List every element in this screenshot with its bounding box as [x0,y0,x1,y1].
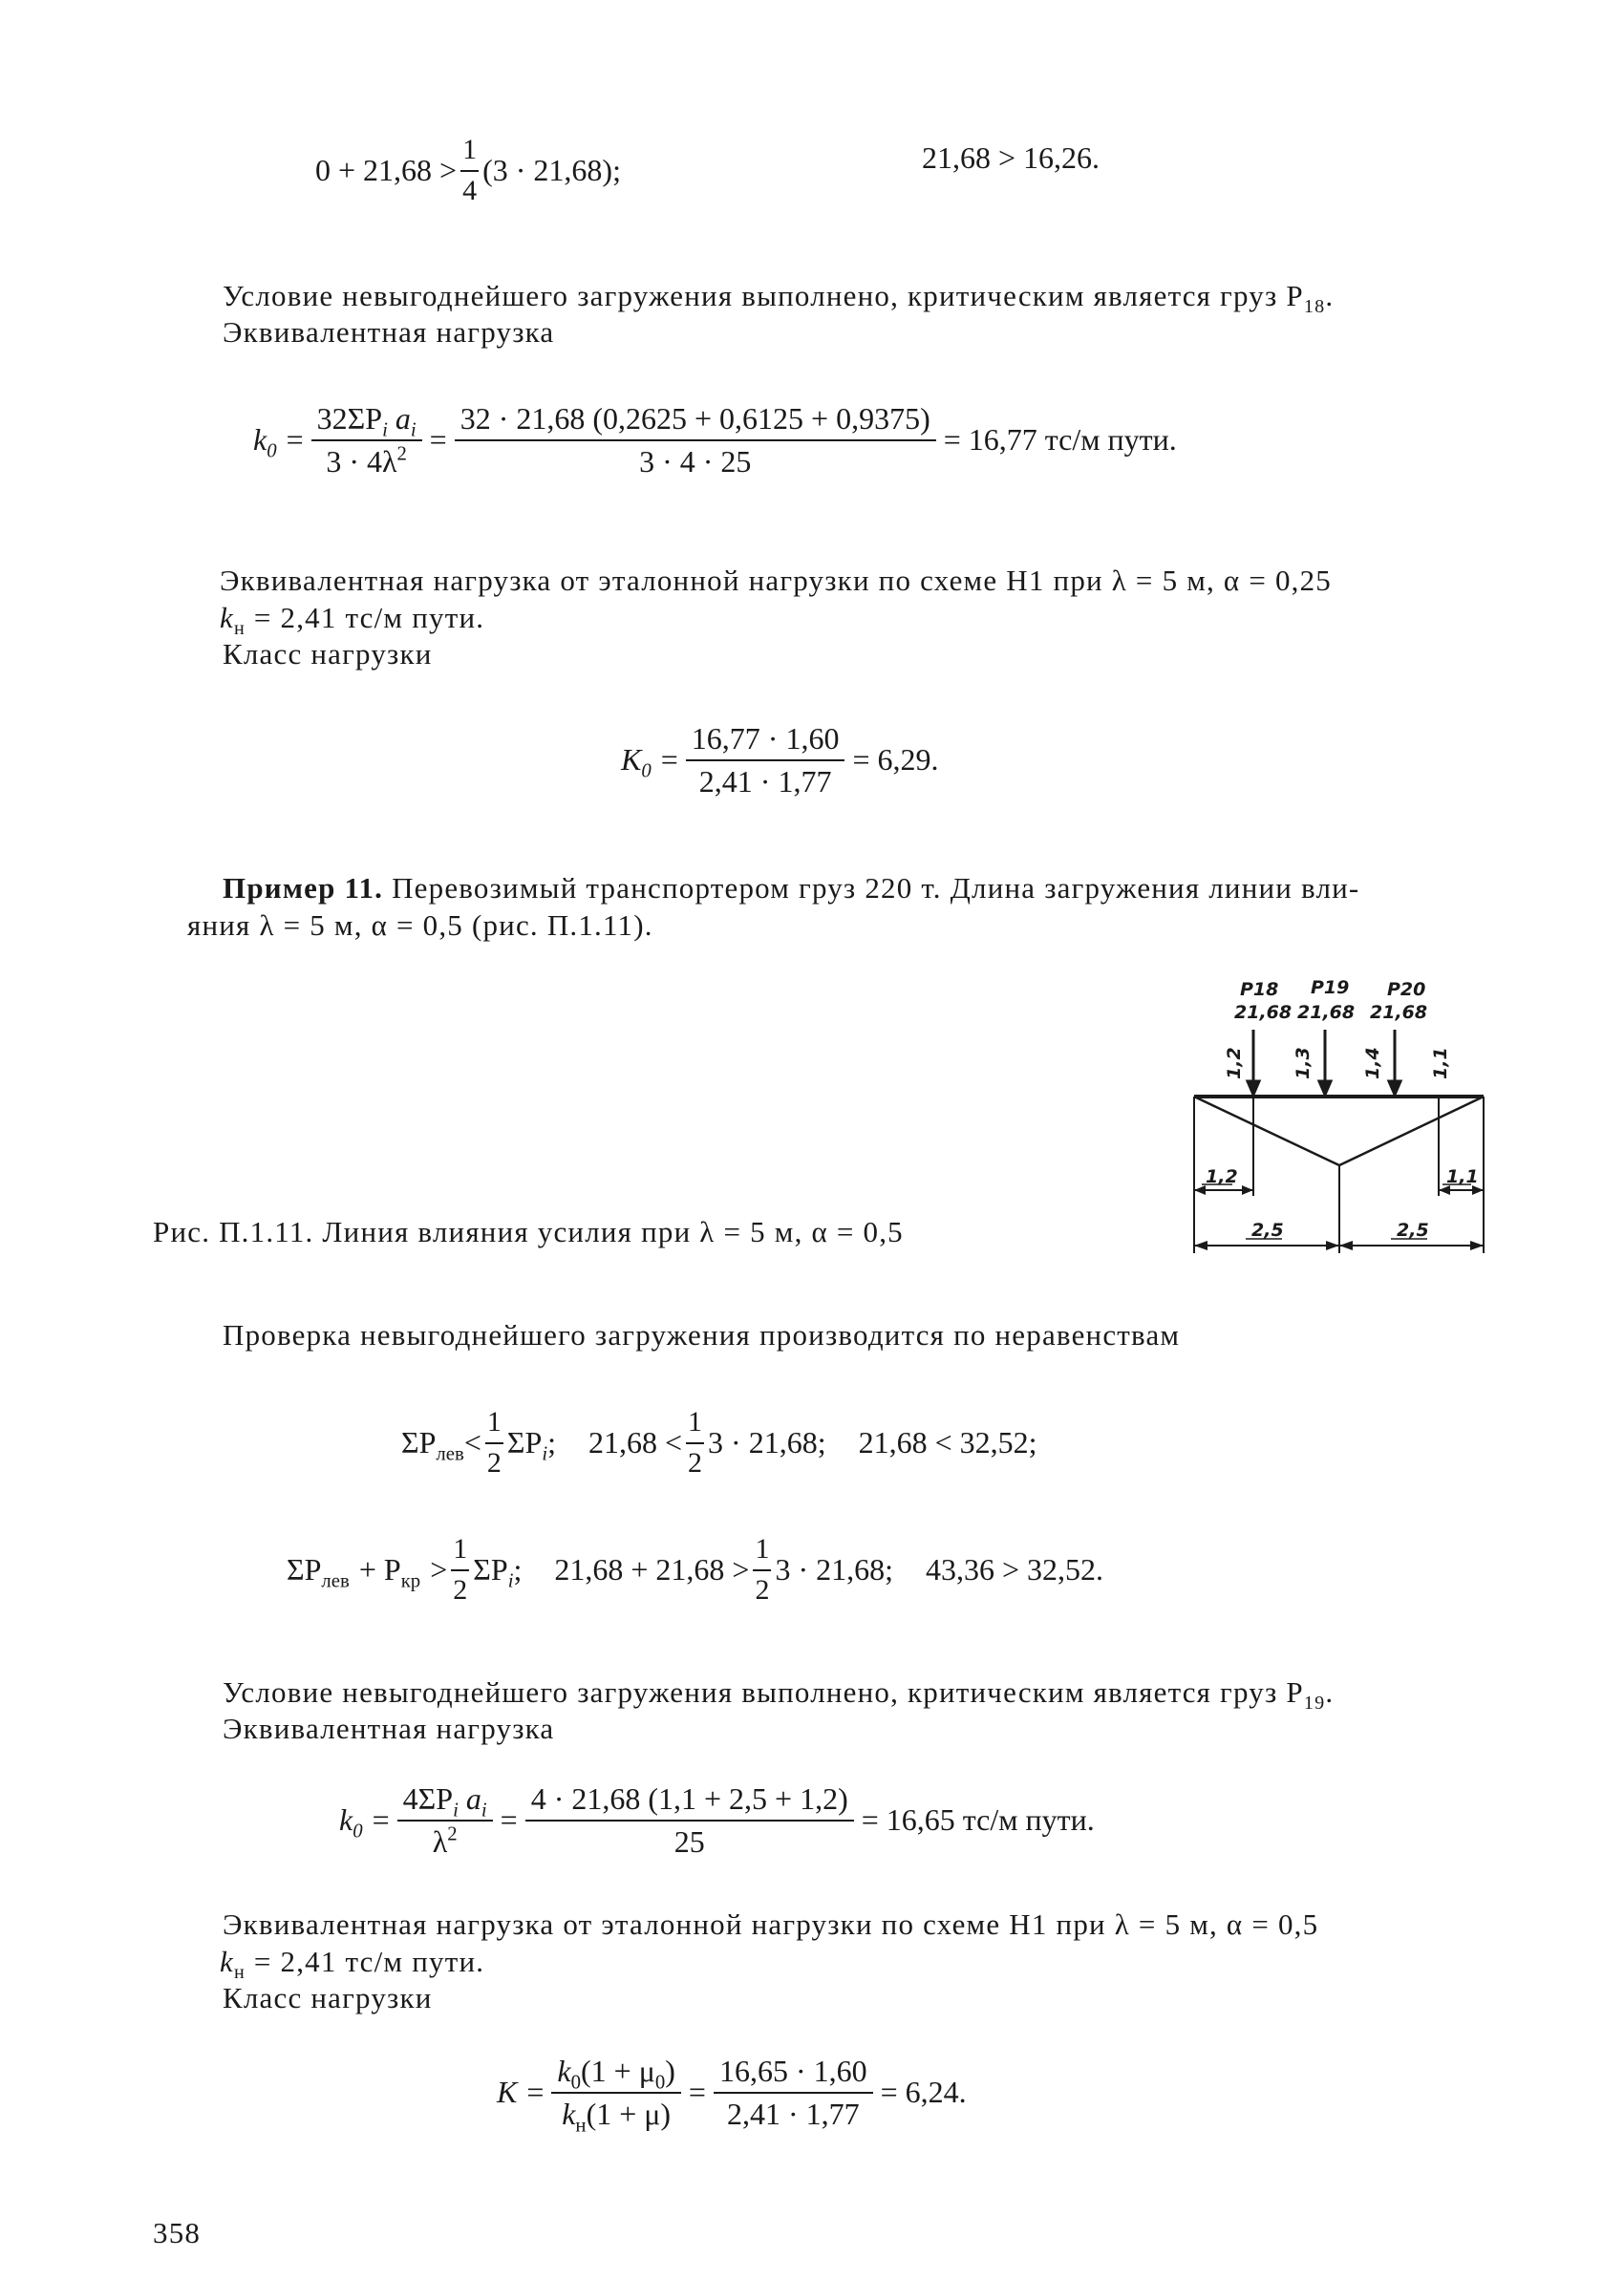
top-eq-rhs: (3 · 21,68); [482,152,621,187]
paragraph-2-line-2: $k_н = 2,41$ тс/м пути. [220,601,485,640]
paragraph-3: Проверка невыгоднейшего загружения производится по неравенствам [223,1318,1181,1352]
page-number: 358 [153,2216,202,2249]
paragraph-5-line-1: Эквивалентная нагрузка от эталонной нагрузки по схеме Н1 при λ = 5 м, α = 0,5 [223,1907,1319,1941]
load-value-p19: 21,68 [1297,1002,1356,1023]
paragraph-1-line-1: Условие невыгоднейшего загружения выполнено, критическим является груз $P_{18}$. [223,279,1335,318]
k0-a-result: = 16,77 тс/м пути. [943,422,1177,457]
top-eq-lhs: 0 + 21,68 > [315,152,458,187]
equation-k0-b: $k_0$ = $\frac{4\Sigma P_i a_i}{\lambda^2}$ = $\frac{4 \cdot 21,68 (1,1 + 2,5 + 1,2)}{25}$ = 16,65 тс/м пути. [339,1781,1095,1859]
k0-a-fraction-2: $\frac{32 \cdot 21,68 (0,2625 + 0,6125 + 0,9375)}{3 \cdot 4 \cdot 25}$ [455,401,936,479]
load-label-p20: P20 [1387,979,1426,1000]
paragraph-1-line-2: Эквивалентная нагрузка [223,315,555,349]
dim-inner-left: 1,2 [1206,1166,1238,1187]
top-eq-right: 21,68 > 16,26. [922,140,1100,175]
spacing-2: 1,3 [1293,1047,1314,1079]
paragraph-5-line-2: $k_н = 2,41$ тс/м пути. [220,1945,485,1984]
K0-fraction: $\frac{16,77 \cdot 1,60}{2,41 \cdot 1,77}$ [686,721,845,799]
inequality-1: $\Sigma P_{лев}$ < $\frac{1}{2}$ $\Sigma P_i$; 21,68 < $\frac{1}{2}$ 3 · 21,68; 21,68 < 32,52; [401,1406,1037,1479]
inequality-2: $\Sigma P_{лев}$ + $P_{кр}$ > $\frac{1}{2}$ $\Sigma P_i$; 21,68 + 21,68 > $\frac{1}{2}$ 3 · 21,68; 43,36 > 32,52. [287,1533,1104,1606]
paragraph-4-line-2: Эквивалентная нагрузка [223,1712,555,1745]
load-value-p20: 21,68 [1370,1002,1428,1023]
dim-inner-right: 1,1 [1446,1166,1479,1187]
K-fraction-2: $\frac{16,65 \cdot 1,60}{2,41 \cdot 1,77}$ [714,2054,873,2132]
spacing-3: 1,4 [1362,1047,1383,1079]
equation-k0-a: $k_0$ = $\frac{32\Sigma P_i a_i}{3 \cdot 4\lambda^2}$ = $\frac{32 \cdot 21,68 (0,2625 + 0,6125 + 0,9375)}{3 \cdot 4 \cdot 25}$ = 16,77 тс/м пути. [253,401,1177,479]
influence-line-figure [1175,974,1500,1261]
k0-a-fraction-1: $\frac{32\Sigma P_i a_i}{3 \cdot 4\lambda^2}$ [311,401,422,479]
k0-b-fraction-2: $\frac{4 \cdot 21,68 (1,1 + 2,5 + 1,2)}{25}$ [525,1781,854,1860]
paragraph-5-line-3: Класс нагрузки [223,1981,433,2014]
example-11-line-1: Пример 11. Перевозимый транспортером груз 220 т. Длина загружения линии вли- [223,871,1360,905]
spacing-4: 1,1 [1430,1047,1451,1079]
top-eq-fraction: $\frac{1}{4}$ [462,134,478,206]
load-label-p19: P19 [1311,977,1350,998]
equation-K0: $K_0$ = $\frac{16,77 \cdot 1,60}{2,41 \cdot 1,77}$ = 6,29. [621,721,939,799]
equation-K: K = $\frac{k_0(1 + \mu_0)}{k_н(1 + \mu)}$ = $\frac{16,65 \cdot 1,60}{2,41 \cdot 1,77}$ = 6,24. [497,2054,967,2137]
load-label-p18: P18 [1240,979,1279,1000]
dim-outer-left: 2,5 [1251,1220,1284,1241]
paragraph-2-line-1: Эквивалентная нагрузка от эталонной нагрузки по схеме Н1 при λ = 5 м, α = 0,25 [220,564,1333,597]
figure-caption: Рис. П.1.11. Линия влияния усилия при λ = 5 м, α = 0,5 [153,1215,904,1248]
K-fraction-1: $\frac{k_0(1 + \mu_0)}{k_н(1 + \mu)}$ [551,2054,681,2132]
spacing-1: 1,2 [1224,1047,1245,1079]
dim-outer-right: 2,5 [1397,1220,1429,1241]
load-value-p18: 21,68 [1234,1002,1293,1023]
paragraph-2-line-3: Класс нагрузки [223,637,433,671]
top-equation [315,134,621,207]
k0-b-fraction-1: $\frac{4\Sigma P_i a_i}{\lambda^2}$ [397,1781,493,1860]
example-11-line-2: яния λ = 5 м, α = 0,5 (рис. П.1.11). [187,908,653,942]
paragraph-4-line-1: Условие невыгоднейшего загружения выполнено, критическим является груз $P_{19}$. [223,1675,1335,1715]
